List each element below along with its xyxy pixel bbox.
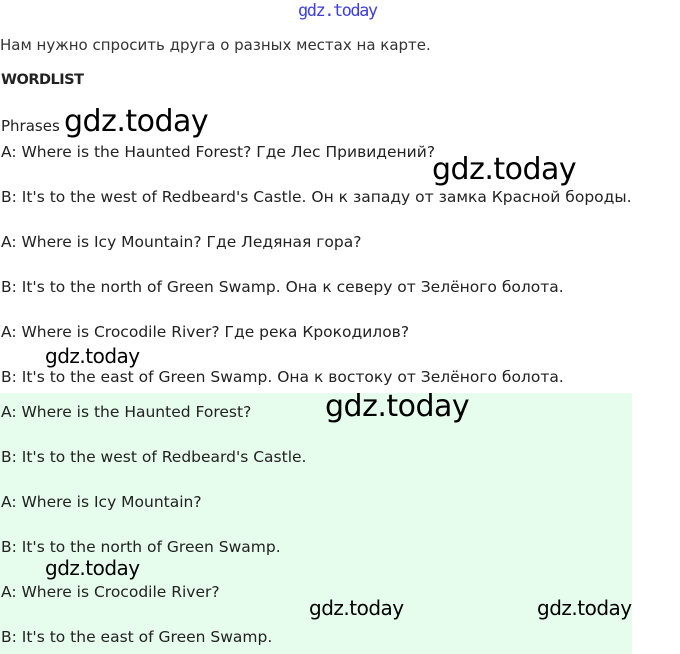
watermark-top: gdz.today	[298, 1, 377, 21]
wordlist-heading: WORDLIST	[1, 72, 84, 88]
watermark: gdz.today	[325, 389, 470, 424]
translated-line: B: It's to the north of Green Swamp. Она к северу от Зелёного болота.	[1, 278, 564, 296]
english-line: B: It's to the west of Redbeard's Castle.	[1, 448, 307, 466]
intro-text: Нам нужно спросить друга о разных местах на карте.	[0, 36, 431, 54]
translated-line: A: Where is Crocodile River? Где река Крокодилов?	[1, 323, 410, 341]
english-line: A: Where is Crocodile River?	[1, 583, 220, 601]
watermark: gdz.today	[432, 152, 577, 187]
watermark: gdz.today	[45, 556, 140, 580]
english-line: A: Where is Icy Mountain?	[1, 493, 202, 511]
translated-line: B: It's to the east of Green Swamp. Она к востоку от Зелёного болота.	[1, 368, 564, 386]
english-line: A: Where is the Haunted Forest?	[1, 403, 252, 421]
watermark: gdz.today	[64, 104, 209, 139]
english-line: B: It's to the east of Green Swamp.	[1, 628, 273, 646]
translated-line: A: Where is Icy Mountain? Где Ледяная гора?	[1, 233, 362, 251]
watermark: gdz.today	[537, 596, 632, 620]
translated-line: A: Where is the Haunted Forest? Где Лес Привидений?	[1, 143, 436, 161]
phrases-label: Phrases	[1, 117, 60, 135]
english-line: B: It's to the north of Green Swamp.	[1, 538, 281, 556]
watermark: gdz.today	[309, 596, 404, 620]
translated-line: B: It's to the west of Redbeard's Castle. Он к западу от замка Красной бороды.	[1, 188, 632, 206]
watermark: gdz.today	[45, 344, 140, 368]
